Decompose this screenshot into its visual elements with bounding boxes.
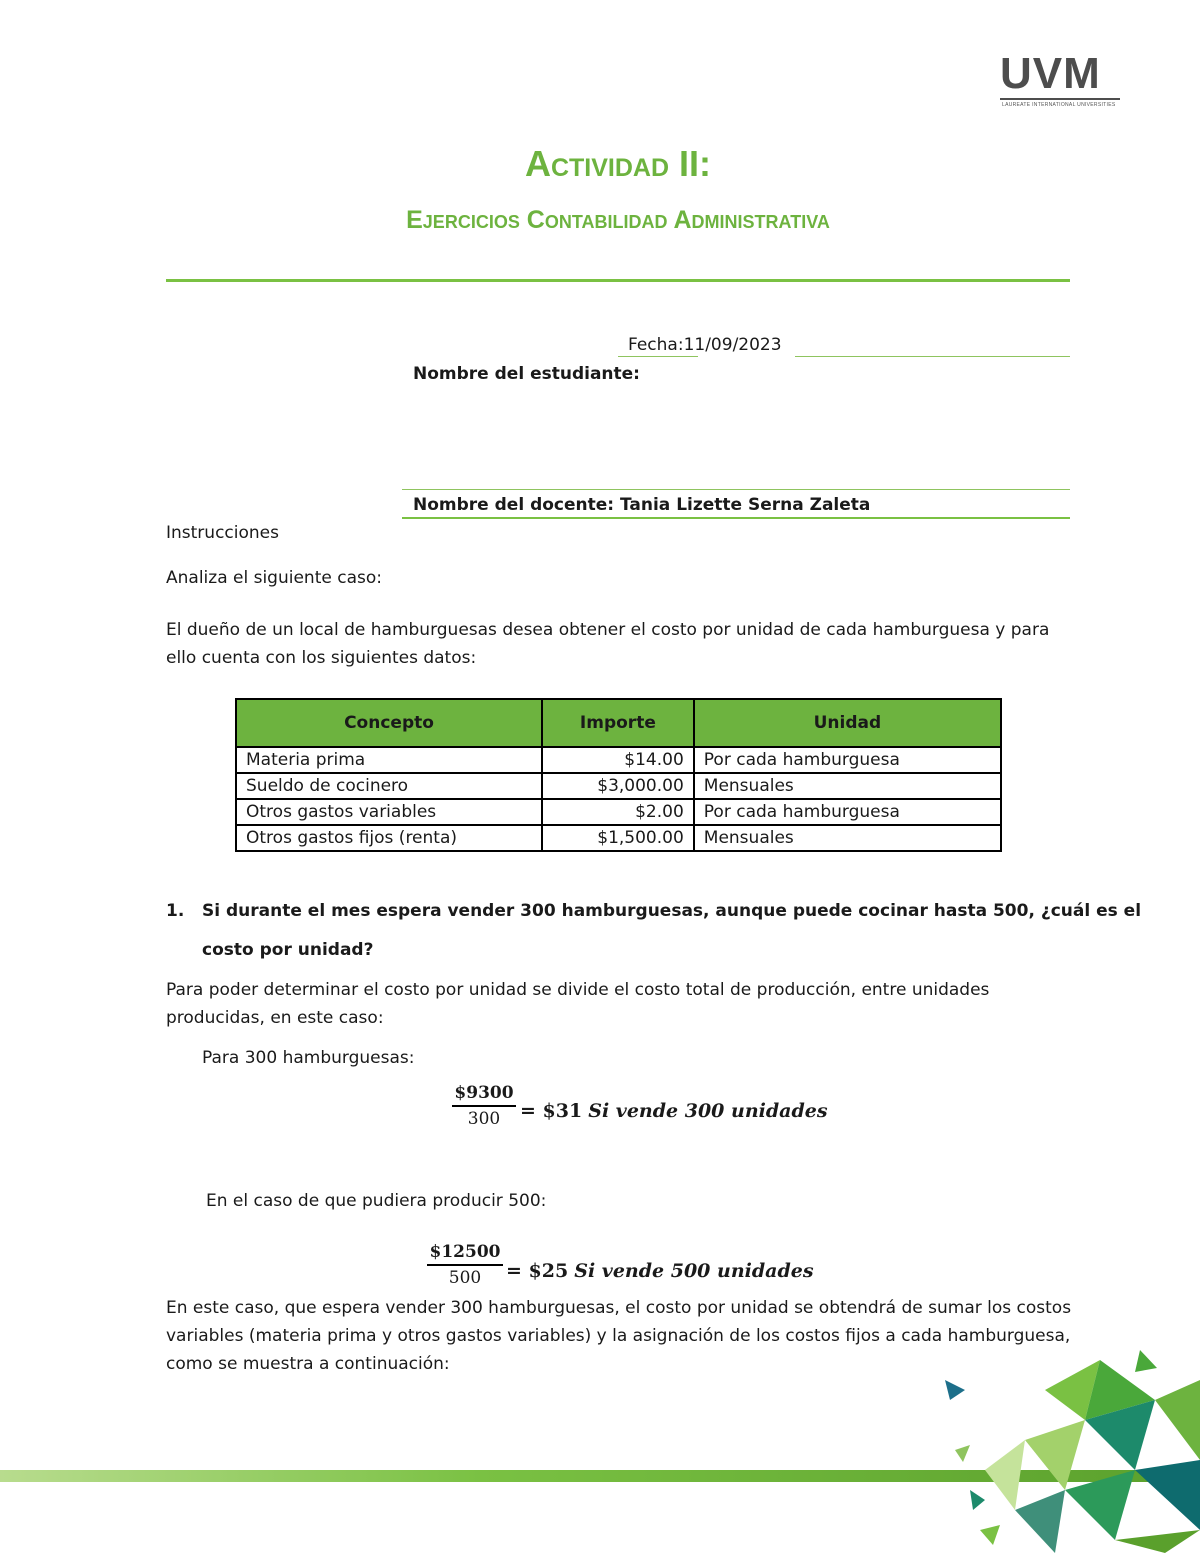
formula1-result: = $31 xyxy=(520,1100,583,1122)
table-header-row xyxy=(236,699,1001,747)
case-300-label: Para 300 hamburguesas: xyxy=(202,1048,415,1068)
table-row xyxy=(236,825,1001,851)
formula1-fraction-bar xyxy=(452,1105,516,1107)
cell-concepto: Materia prima xyxy=(236,747,542,773)
student-name-label: Nombre del estudiante: xyxy=(413,364,640,384)
cell-concepto: Otros gastos fijos (renta) xyxy=(236,825,542,851)
formula1-result-line xyxy=(520,1100,828,1122)
costs-table xyxy=(235,698,1002,852)
cell-importe: $2.00 xyxy=(542,799,694,825)
column-header-concepto: Concepto xyxy=(236,699,542,747)
formula2-fraction-bar xyxy=(427,1264,503,1266)
logo-underline xyxy=(1000,98,1120,100)
formula1-numerator: $9300 xyxy=(454,1083,514,1103)
formula1-fraction xyxy=(452,1083,516,1129)
question-text-line2: costo por unidad? xyxy=(202,940,374,960)
page-title: Actividad II: xyxy=(524,143,712,184)
cell-concepto: Sueldo de cocinero xyxy=(236,773,542,799)
student-name-line xyxy=(402,489,1070,490)
cell-unidad: Mensuales xyxy=(694,825,1001,851)
answer-paragraph2-line2: variables (materia prima y otros gastos variables) y la asignación de los costos fijos a cada hamburguesa, xyxy=(166,1326,1071,1346)
formula1-denominator: 300 xyxy=(467,1109,501,1129)
column-header-importe: Importe xyxy=(542,699,694,747)
question-number: 1. xyxy=(166,901,185,921)
formula2-text: Si vende 500 unidades xyxy=(574,1260,814,1282)
fecha-label: Fecha:11/09/2023 xyxy=(628,335,782,355)
case-text-line2: ello cuenta con los siguientes datos: xyxy=(166,648,477,668)
answer-paragraph2-line3: como se muestra a continuación: xyxy=(166,1354,450,1374)
cell-unidad: Por cada hamburguesa xyxy=(694,747,1001,773)
teacher-name-label: Nombre del docente: Tania Lizette Serna Zaleta xyxy=(413,495,871,515)
page-subtitle: Ejercicios Contabilidad Administrativa xyxy=(406,206,830,234)
formula2-numerator: $12500 xyxy=(429,1242,501,1262)
cell-concepto: Otros gastos variables xyxy=(236,799,542,825)
decorative-polygons-graphic xyxy=(925,1350,1200,1553)
table-row xyxy=(236,773,1001,799)
formula1-text: Si vende 300 unidades xyxy=(588,1100,828,1122)
answer-paragraph1-line2: producidas, en este caso: xyxy=(166,1008,384,1028)
question-text-line1: Si durante el mes espera vender 300 hamburguesas, aunque puede cocinar hasta 500, ¿cuál es el xyxy=(202,901,1142,921)
logo-tagline: LAUREATE INTERNATIONAL UNIVERSITIES xyxy=(1002,102,1116,108)
answer-paragraph2-line1: En este caso, que espera vender 300 hamburguesas, el costo por unidad se obtendrá de sumar los costos xyxy=(166,1298,1072,1318)
cell-importe: $3,000.00 xyxy=(542,773,694,799)
analyze-text: Analiza el siguiente caso: xyxy=(166,568,382,588)
answer-paragraph1-line1: Para poder determinar el costo por unidad se divide el costo total de producción, entre unidades xyxy=(166,980,990,1000)
instructions-heading: Instrucciones xyxy=(166,523,279,543)
teacher-name-line xyxy=(402,517,1070,519)
formula2-fraction xyxy=(427,1242,503,1288)
title-divider xyxy=(166,279,1070,282)
formula2-result-line xyxy=(506,1260,814,1282)
table-row xyxy=(236,747,1001,773)
case-text-line1: El dueño de un local de hamburguesas desea obtener el costo por unidad de cada hamburguesa y para xyxy=(166,620,1050,640)
cell-unidad: Mensuales xyxy=(694,773,1001,799)
fecha-field-line xyxy=(795,356,1070,357)
uvm-logo: UVM xyxy=(1000,49,1101,98)
formula2-result: = $25 xyxy=(506,1260,569,1282)
formula2-denominator: 500 xyxy=(448,1268,482,1288)
cell-unidad: Por cada hamburguesa xyxy=(694,799,1001,825)
cell-importe: $14.00 xyxy=(542,747,694,773)
table-row xyxy=(236,799,1001,825)
cell-importe: $1,500.00 xyxy=(542,825,694,851)
column-header-unidad: Unidad xyxy=(694,699,1001,747)
case-500-label: En el caso de que pudiera producir 500: xyxy=(206,1191,547,1211)
